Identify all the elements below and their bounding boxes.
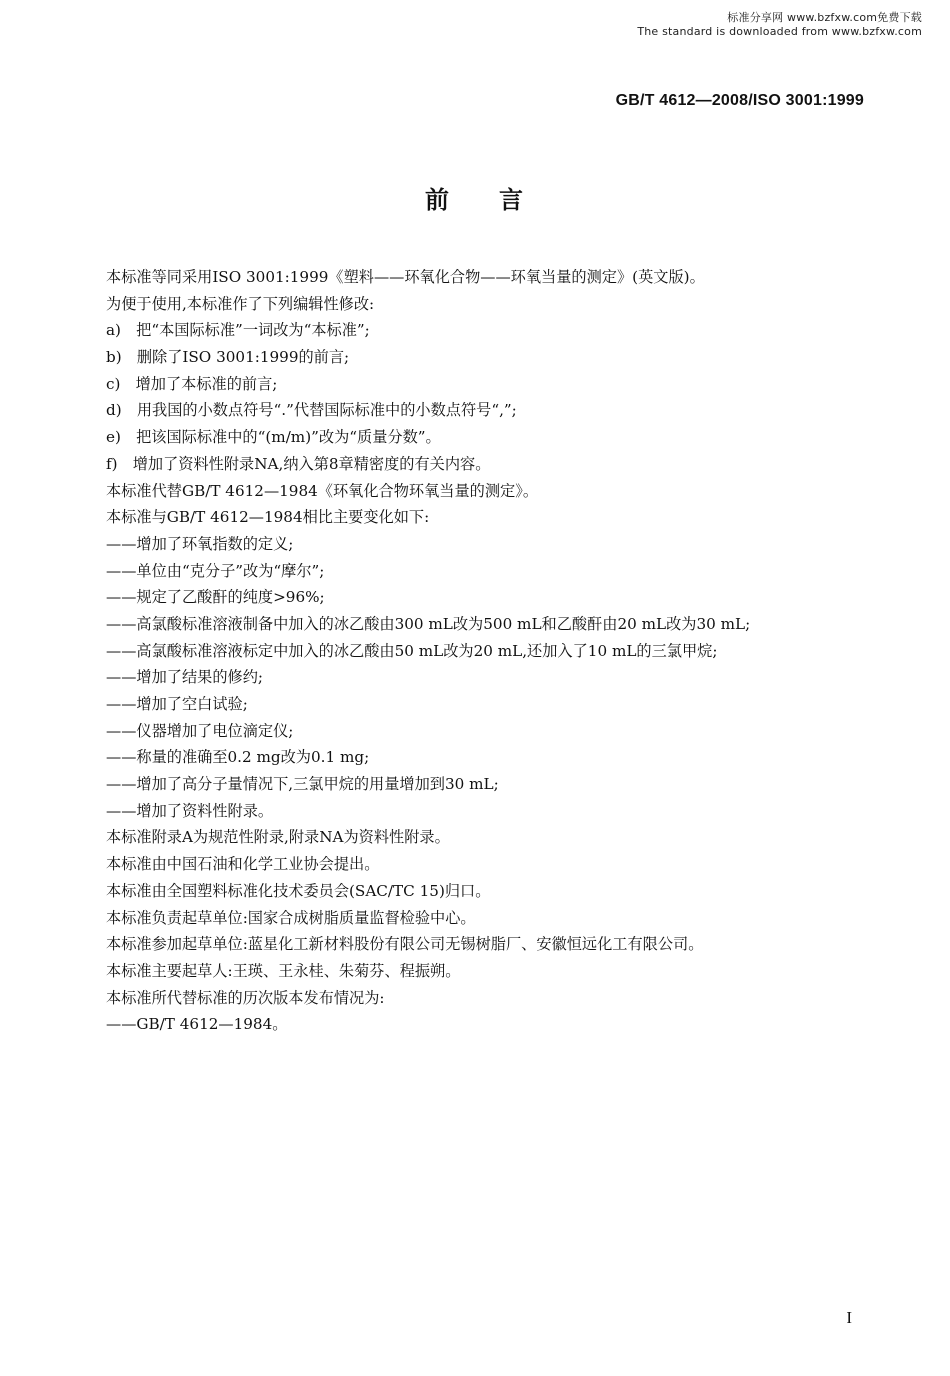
text-line: 本标准附录A为规范性附录,附录NA为资料性附录。 bbox=[106, 828, 450, 847]
page-title bbox=[0, 180, 950, 215]
change-item: ——增加了结果的修约; bbox=[106, 668, 263, 687]
text-line: 本标准主要起草人:王瑛、王永桂、朱菊芬、程振朔。 bbox=[106, 961, 461, 980]
text-line: 本标准等同采用ISO 3001:1999《塑料——环氧化合物——环氧当量的测定》(英文版)。 bbox=[106, 268, 705, 286]
text-line: 为便于使用,本标准作了下列编辑性修改: bbox=[106, 294, 375, 313]
text-line: 本标准负责起草单位:国家合成树脂质量监督检验中心。 bbox=[106, 908, 476, 927]
watermark-line-2: The standard is downloaded from www.bzfxw.com bbox=[637, 25, 922, 38]
change-item: ——高氯酸标准溶液标定中加入的冰乙酸由50 mL改为20 mL,还加入了10 mL的三氯甲烷; bbox=[106, 641, 718, 660]
change-item: ——称量的准确至0.2 mg改为0.1 mg; bbox=[106, 748, 370, 767]
change-item: ——高氯酸标准溶液制备中加入的冰乙酸由300 mL改为500 mL和乙酸酐由20 mL改为30 mL; bbox=[106, 614, 751, 633]
history-item: ——GB/T 4612—1984。 bbox=[106, 1015, 288, 1034]
watermark bbox=[637, 11, 922, 39]
change-item: ——增加了高分子量情况下,三氯甲烷的用量增加到30 mL; bbox=[106, 775, 499, 794]
text-line: 本标准由中国石油和化学工业协会提出。 bbox=[106, 855, 380, 874]
list-item: b) 删除了ISO 3001:1999的前言; bbox=[106, 348, 350, 367]
text-line: 本标准与GB/T 4612—1984相比主要变化如下: bbox=[106, 508, 430, 527]
list-item: f) 增加了资料性附录NA,纳入第8章精密度的有关内容。 bbox=[106, 454, 491, 473]
list-item: e) 把该国际标准中的“(m/m)”改为“质量分数”。 bbox=[106, 428, 441, 447]
watermark-line-1: 标准分享网 www.bzfxw.com免费下载 bbox=[727, 11, 922, 24]
change-item: ——单位由“克分子”改为“摩尔”; bbox=[106, 561, 325, 580]
change-item: ——增加了环氧指数的定义; bbox=[106, 534, 294, 553]
text-line: 本标准代替GB/T 4612—1984《环氧化合物环氧当量的测定》。 bbox=[106, 481, 539, 500]
foreword-body bbox=[106, 264, 886, 1038]
list-item: d) 用我国的小数点符号“.”代替国际标准中的小数点符号“,”; bbox=[106, 401, 517, 420]
text-line: 本标准参加起草单位:蓝星化工新材料股份有限公司无锡树脂厂、安徽恒远化工有限公司。 bbox=[106, 935, 704, 954]
page-number: I bbox=[846, 1308, 852, 1327]
list-item: a) 把“本国际标准”一词改为“本标准”; bbox=[106, 321, 370, 340]
change-item: ——仪器增加了电位滴定仪; bbox=[106, 721, 294, 740]
title-char-2: 言 bbox=[499, 186, 525, 214]
title-char-1: 前 bbox=[425, 186, 451, 214]
change-item: ——规定了乙酸酐的纯度>96%; bbox=[106, 588, 325, 607]
change-item: ——增加了资料性附录。 bbox=[106, 801, 274, 820]
text-line: 本标准由全国塑料标准化技术委员会(SAC/TC 15)归口。 bbox=[106, 881, 491, 900]
list-item: c) 增加了本标准的前言; bbox=[106, 374, 278, 393]
change-item: ——增加了空白试验; bbox=[106, 695, 248, 713]
standard-number: GB/T 4612—2008/ISO 3001:1999 bbox=[615, 92, 864, 109]
text-line: 本标准所代替标准的历次版本发布情况为: bbox=[106, 988, 385, 1007]
